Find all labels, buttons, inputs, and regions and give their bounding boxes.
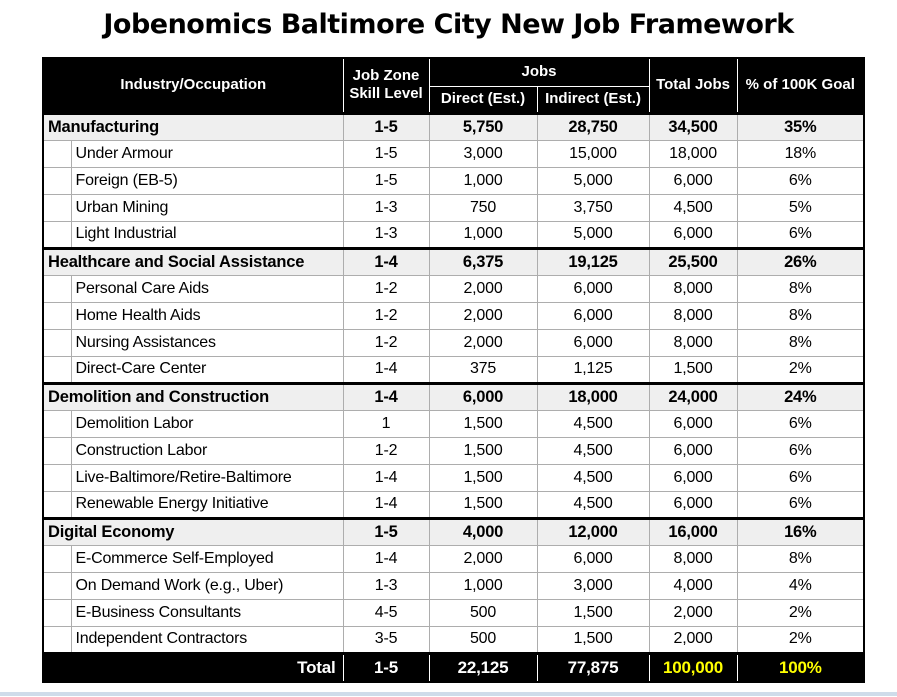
col-header-skill-level bbox=[343, 58, 429, 113]
item-direct-cell: 1,500 bbox=[429, 464, 537, 491]
item-pct-cell: 6% bbox=[737, 464, 864, 491]
indent-cell bbox=[43, 437, 71, 464]
item-direct-cell: 1,500 bbox=[429, 410, 537, 437]
item-indirect-cell: 6,000 bbox=[537, 545, 649, 572]
item-row bbox=[43, 410, 864, 437]
section-indirect-cell: 19,125 bbox=[537, 248, 649, 275]
item-direct-cell: 1,000 bbox=[429, 221, 537, 248]
item-pct-cell: 4% bbox=[737, 572, 864, 599]
col-header-total-jobs: Total Jobs bbox=[649, 58, 737, 113]
item-skill-cell: 3-5 bbox=[343, 626, 429, 653]
item-row bbox=[43, 572, 864, 599]
item-direct-cell: 1,500 bbox=[429, 491, 537, 518]
item-pct-cell: 6% bbox=[737, 437, 864, 464]
item-direct-cell: 500 bbox=[429, 626, 537, 653]
section-total-cell: 24,000 bbox=[649, 383, 737, 410]
item-row bbox=[43, 356, 864, 383]
item-indirect-cell: 1,125 bbox=[537, 356, 649, 383]
item-total-cell: 2,000 bbox=[649, 626, 737, 653]
item-pct-cell: 8% bbox=[737, 545, 864, 572]
section-total-cell: 25,500 bbox=[649, 248, 737, 275]
section-name-cell: Digital Economy bbox=[43, 518, 343, 545]
indent-cell bbox=[43, 356, 71, 383]
section-row bbox=[43, 113, 864, 140]
item-row bbox=[43, 329, 864, 356]
item-skill-cell: 1 bbox=[343, 410, 429, 437]
item-skill-cell: 1-2 bbox=[343, 437, 429, 464]
item-total-cell: 6,000 bbox=[649, 167, 737, 194]
section-indirect-cell: 28,750 bbox=[537, 113, 649, 140]
item-pct-cell: 8% bbox=[737, 302, 864, 329]
item-pct-cell: 6% bbox=[737, 410, 864, 437]
col-header-skill-line1: Job Zone bbox=[352, 66, 420, 84]
item-direct-cell: 1,500 bbox=[429, 437, 537, 464]
section-direct-cell: 6,375 bbox=[429, 248, 537, 275]
section-direct-cell: 4,000 bbox=[429, 518, 537, 545]
indent-cell bbox=[43, 491, 71, 518]
item-name-cell: Live-Baltimore/Retire-Baltimore bbox=[71, 464, 343, 491]
item-row bbox=[43, 464, 864, 491]
total-total-cell: 100,000 bbox=[649, 653, 737, 682]
section-pct-cell: 35% bbox=[737, 113, 864, 140]
item-row bbox=[43, 437, 864, 464]
item-total-cell: 1,500 bbox=[649, 356, 737, 383]
item-direct-cell: 1,000 bbox=[429, 572, 537, 599]
item-name-cell: Nursing Assistances bbox=[71, 329, 343, 356]
item-indirect-cell: 6,000 bbox=[537, 302, 649, 329]
indent-cell bbox=[43, 545, 71, 572]
item-indirect-cell: 4,500 bbox=[537, 464, 649, 491]
col-header-skill-line2: Skill Level bbox=[349, 85, 423, 103]
item-name-cell: Under Armour bbox=[71, 140, 343, 167]
item-pct-cell: 2% bbox=[737, 626, 864, 653]
item-pct-cell: 6% bbox=[737, 491, 864, 518]
item-pct-cell: 5% bbox=[737, 194, 864, 221]
jobs-framework-table bbox=[42, 57, 865, 683]
item-pct-cell: 6% bbox=[737, 167, 864, 194]
table-body bbox=[43, 113, 864, 682]
item-direct-cell: 375 bbox=[429, 356, 537, 383]
item-row bbox=[43, 275, 864, 302]
item-pct-cell: 2% bbox=[737, 356, 864, 383]
item-skill-cell: 1-4 bbox=[343, 491, 429, 518]
col-header-direct: Direct (Est.) bbox=[429, 86, 537, 113]
section-skill-cell: 1-5 bbox=[343, 518, 429, 545]
indent-cell bbox=[43, 221, 71, 248]
item-name-cell: Independent Contractors bbox=[71, 626, 343, 653]
section-direct-cell: 5,750 bbox=[429, 113, 537, 140]
item-name-cell: Urban Mining bbox=[71, 194, 343, 221]
item-direct-cell: 1,000 bbox=[429, 167, 537, 194]
item-direct-cell: 2,000 bbox=[429, 302, 537, 329]
item-direct-cell: 2,000 bbox=[429, 329, 537, 356]
item-row bbox=[43, 140, 864, 167]
section-row bbox=[43, 383, 864, 410]
item-skill-cell: 1-4 bbox=[343, 356, 429, 383]
item-skill-cell: 1-3 bbox=[343, 221, 429, 248]
section-direct-cell: 6,000 bbox=[429, 383, 537, 410]
item-total-cell: 8,000 bbox=[649, 545, 737, 572]
section-pct-cell: 16% bbox=[737, 518, 864, 545]
item-indirect-cell: 1,500 bbox=[537, 626, 649, 653]
section-name-cell: Healthcare and Social Assistance bbox=[43, 248, 343, 275]
item-total-cell: 6,000 bbox=[649, 437, 737, 464]
indent-cell bbox=[43, 140, 71, 167]
item-indirect-cell: 15,000 bbox=[537, 140, 649, 167]
section-row bbox=[43, 248, 864, 275]
item-row bbox=[43, 221, 864, 248]
item-row bbox=[43, 194, 864, 221]
section-skill-cell: 1-4 bbox=[343, 248, 429, 275]
item-name-cell: Home Health Aids bbox=[71, 302, 343, 329]
section-skill-cell: 1-5 bbox=[343, 113, 429, 140]
item-direct-cell: 500 bbox=[429, 599, 537, 626]
indent-cell bbox=[43, 626, 71, 653]
item-pct-cell: 6% bbox=[737, 221, 864, 248]
total-pct-cell: 100% bbox=[737, 653, 864, 682]
item-skill-cell: 1-5 bbox=[343, 140, 429, 167]
section-row bbox=[43, 518, 864, 545]
item-indirect-cell: 3,750 bbox=[537, 194, 649, 221]
item-name-cell: Foreign (EB-5) bbox=[71, 167, 343, 194]
item-name-cell: E-Commerce Self-Employed bbox=[71, 545, 343, 572]
page-title: Jobenomics Baltimore City New Job Framework bbox=[103, 9, 794, 40]
item-indirect-cell: 6,000 bbox=[537, 275, 649, 302]
col-header-indirect: Indirect (Est.) bbox=[537, 86, 649, 113]
indent-cell bbox=[43, 410, 71, 437]
item-total-cell: 8,000 bbox=[649, 302, 737, 329]
section-indirect-cell: 18,000 bbox=[537, 383, 649, 410]
item-skill-cell: 1-4 bbox=[343, 545, 429, 572]
item-row bbox=[43, 491, 864, 518]
item-skill-cell: 4-5 bbox=[343, 599, 429, 626]
indent-cell bbox=[43, 329, 71, 356]
item-total-cell: 6,000 bbox=[649, 464, 737, 491]
item-total-cell: 4,500 bbox=[649, 194, 737, 221]
section-name-cell: Demolition and Construction bbox=[43, 383, 343, 410]
item-row bbox=[43, 167, 864, 194]
item-row bbox=[43, 599, 864, 626]
item-total-cell: 6,000 bbox=[649, 491, 737, 518]
item-total-cell: 4,000 bbox=[649, 572, 737, 599]
item-total-cell: 6,000 bbox=[649, 221, 737, 248]
col-header-jobs-group: Jobs bbox=[429, 58, 649, 86]
item-name-cell: Renewable Energy Initiative bbox=[71, 491, 343, 518]
item-indirect-cell: 5,000 bbox=[537, 221, 649, 248]
item-total-cell: 18,000 bbox=[649, 140, 737, 167]
item-direct-cell: 750 bbox=[429, 194, 537, 221]
section-pct-cell: 24% bbox=[737, 383, 864, 410]
item-skill-cell: 1-2 bbox=[343, 275, 429, 302]
section-indirect-cell: 12,000 bbox=[537, 518, 649, 545]
section-name-cell: Manufacturing bbox=[43, 113, 343, 140]
col-header-goal: % of 100K Goal bbox=[737, 58, 864, 113]
indent-cell bbox=[43, 599, 71, 626]
col-header-industry: Industry/Occupation bbox=[43, 58, 343, 113]
total-skill-cell: 1-5 bbox=[343, 653, 429, 682]
section-total-cell: 34,500 bbox=[649, 113, 737, 140]
item-name-cell: On Demand Work (e.g., Uber) bbox=[71, 572, 343, 599]
section-pct-cell: 26% bbox=[737, 248, 864, 275]
item-total-cell: 6,000 bbox=[649, 410, 737, 437]
item-pct-cell: 8% bbox=[737, 275, 864, 302]
item-indirect-cell: 5,000 bbox=[537, 167, 649, 194]
item-row bbox=[43, 302, 864, 329]
item-total-cell: 8,000 bbox=[649, 275, 737, 302]
section-skill-cell: 1-4 bbox=[343, 383, 429, 410]
indent-cell bbox=[43, 194, 71, 221]
item-indirect-cell: 1,500 bbox=[537, 599, 649, 626]
item-pct-cell: 18% bbox=[737, 140, 864, 167]
indent-cell bbox=[43, 167, 71, 194]
item-skill-cell: 1-2 bbox=[343, 302, 429, 329]
indent-cell bbox=[43, 572, 71, 599]
table-header bbox=[43, 58, 864, 113]
item-indirect-cell: 4,500 bbox=[537, 410, 649, 437]
item-total-cell: 2,000 bbox=[649, 599, 737, 626]
total-row bbox=[43, 653, 864, 682]
item-pct-cell: 2% bbox=[737, 599, 864, 626]
total-indirect-cell: 77,875 bbox=[537, 653, 649, 682]
item-indirect-cell: 6,000 bbox=[537, 329, 649, 356]
indent-cell bbox=[43, 302, 71, 329]
item-indirect-cell: 4,500 bbox=[537, 437, 649, 464]
item-total-cell: 8,000 bbox=[649, 329, 737, 356]
total-direct-cell: 22,125 bbox=[429, 653, 537, 682]
item-name-cell: E-Business Consultants bbox=[71, 599, 343, 626]
item-skill-cell: 1-2 bbox=[343, 329, 429, 356]
item-name-cell: Construction Labor bbox=[71, 437, 343, 464]
item-row bbox=[43, 626, 864, 653]
indent-cell bbox=[43, 275, 71, 302]
item-name-cell: Light Industrial bbox=[71, 221, 343, 248]
item-indirect-cell: 3,000 bbox=[537, 572, 649, 599]
item-direct-cell: 2,000 bbox=[429, 275, 537, 302]
indent-cell bbox=[43, 464, 71, 491]
item-row bbox=[43, 545, 864, 572]
item-skill-cell: 1-4 bbox=[343, 464, 429, 491]
item-name-cell: Personal Care Aids bbox=[71, 275, 343, 302]
item-direct-cell: 2,000 bbox=[429, 545, 537, 572]
section-total-cell: 16,000 bbox=[649, 518, 737, 545]
item-skill-cell: 1-5 bbox=[343, 167, 429, 194]
item-skill-cell: 1-3 bbox=[343, 572, 429, 599]
item-direct-cell: 3,000 bbox=[429, 140, 537, 167]
item-name-cell: Direct-Care Center bbox=[71, 356, 343, 383]
item-pct-cell: 8% bbox=[737, 329, 864, 356]
item-indirect-cell: 4,500 bbox=[537, 491, 649, 518]
item-name-cell: Demolition Labor bbox=[71, 410, 343, 437]
window-edge-strip bbox=[0, 692, 897, 696]
total-name-cell: Total bbox=[43, 653, 343, 682]
item-skill-cell: 1-3 bbox=[343, 194, 429, 221]
